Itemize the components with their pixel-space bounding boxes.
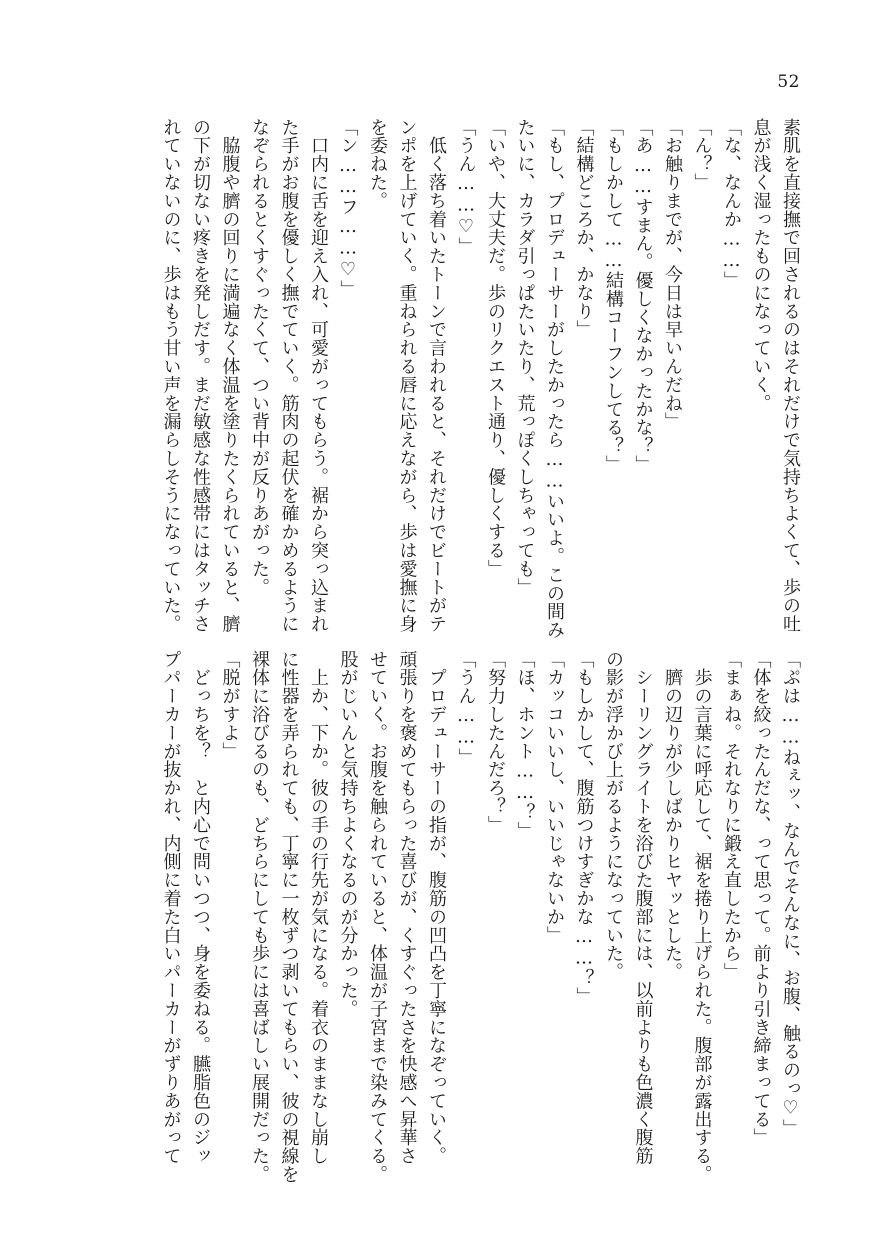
text-line: 「体を絞ったんだな、って思って。前より引き締まってる」: [750, 650, 772, 1147]
text-line: 「ほ、ホント……？」: [514, 650, 536, 840]
text-line: に性器を弄られても、丁寧に一枚ずつ剥いてもらい、彼の視線を: [278, 650, 300, 1184]
text-line: た手がお腹を優しく撫でていく。筋肉の起伏を確かめるように: [278, 118, 300, 634]
text-line: たいに、カラダ引っぱたいたり、荒っぽくしちゃっても」: [514, 118, 536, 597]
text-line: れていないのに、歩はもう甘い声を漏らしそうになっていた。: [160, 118, 182, 634]
text-line: プロデューサーの指が、腹筋の凹凸を丁寧になぞっていく。: [426, 650, 447, 1166]
text-line: 股がじいんと気持ちよくなるのが分かった。: [337, 650, 359, 1018]
text-line: どっちを？ と内心で問いつつ、身を委ねる。臙脂色のジッ: [190, 650, 211, 1166]
text-line: の下が切ない疼きを発しだす。まだ敏感な性感帯にはタッチさ: [190, 118, 211, 634]
text-line: 「ん？」: [691, 118, 713, 192]
text-line: 裸体に浴びるのも、どちらにしても歩には喜ばしい展開だった。: [249, 650, 270, 1184]
text-line: 「まぁね。それなりに鍛え直したから」: [721, 650, 742, 982]
text-line: なぞられるとくすぐったくて、つい背中が反りあがった。: [249, 118, 270, 597]
text-line: 「もしかして……結構コーフンしてる？」: [603, 118, 624, 474]
text-line: 「脱がすよ」: [219, 650, 241, 761]
text-line: 臍の辺りが少しばかりヒヤッとした。: [662, 650, 683, 982]
text-line: 「もしかして、腹筋つけすぎかな……？」: [573, 650, 595, 1006]
text-line: 上か、下か。彼の手の行先が気になる。着衣のままなし崩し: [308, 650, 329, 1166]
top-text-block: [160, 118, 805, 640]
text-line: 「もし、プロデューサーがしたかったら……いいよ。この間み: [544, 118, 565, 640]
text-line: ンポを上げていく。重ねられる唇に応えながら、歩は愛撫に身: [396, 118, 418, 634]
text-line: 息が浅く湿ったものになっていく。: [750, 118, 772, 413]
text-line: 「ン……フ……♡」: [337, 118, 359, 299]
text-line: を委ねた。: [367, 118, 388, 210]
text-line: 脇腹や臍の回りに満遍なく体温を塗りたくられていると、臍: [219, 118, 241, 634]
text-line: 低く落ち着いたトーンで言われると、それだけでビートがテ: [426, 118, 447, 634]
page-number: 52: [777, 72, 800, 92]
text-line: 「カッコいいし、いいじゃないか」: [544, 650, 565, 945]
text-line: 「いや、大丈夫だ。歩のリクエスト通り、優しくする」: [485, 118, 506, 578]
text-line: シーリングライトを浴びた腹部には、以前よりも色濃く腹筋: [632, 650, 654, 1166]
text-line: 頑張りを褒めてもらった喜びが、くすぐったさを快感へ昇華さ: [396, 650, 418, 1166]
text-line: 口内に舌を迎え入れ、可愛がってもらう。裾から突っ込まれ: [308, 118, 329, 634]
text-line: 歩の言葉に呼応して、裾を捲り上げられた。腹部が露出する。: [691, 650, 713, 1184]
text-line: 「結構どころか、かなり」: [573, 118, 595, 339]
bottom-text-block: [160, 650, 805, 1184]
text-line: 「努力したんだろ？」: [485, 650, 506, 834]
text-line: プパーカーが抜かれ、内側に着た白いパーカーがずりあがって: [160, 650, 182, 1166]
text-line: せていく。お腹を触られていると、体温が子宮まで染みてくる。: [367, 650, 388, 1184]
text-line: 「うん……♡」: [455, 118, 477, 256]
text-line: 「ぷは……ねぇッ、なんでそんなに、お腹、触るのっ♡」: [780, 650, 801, 1138]
text-line: 「お触りまでが、今日は早いんだね」: [662, 118, 683, 431]
text-line: の影が浮かび上がるようになっていた。: [603, 650, 624, 982]
text-line: 素肌を直接撫で回されるのはそれだけで気持ちよくて、歩の吐: [780, 118, 801, 634]
text-line: 「あ……すまん。優しくなかったかな？」: [632, 118, 654, 474]
text-line: 「な、なんか……」: [721, 118, 742, 290]
text-line: 「うん……」: [455, 650, 477, 767]
